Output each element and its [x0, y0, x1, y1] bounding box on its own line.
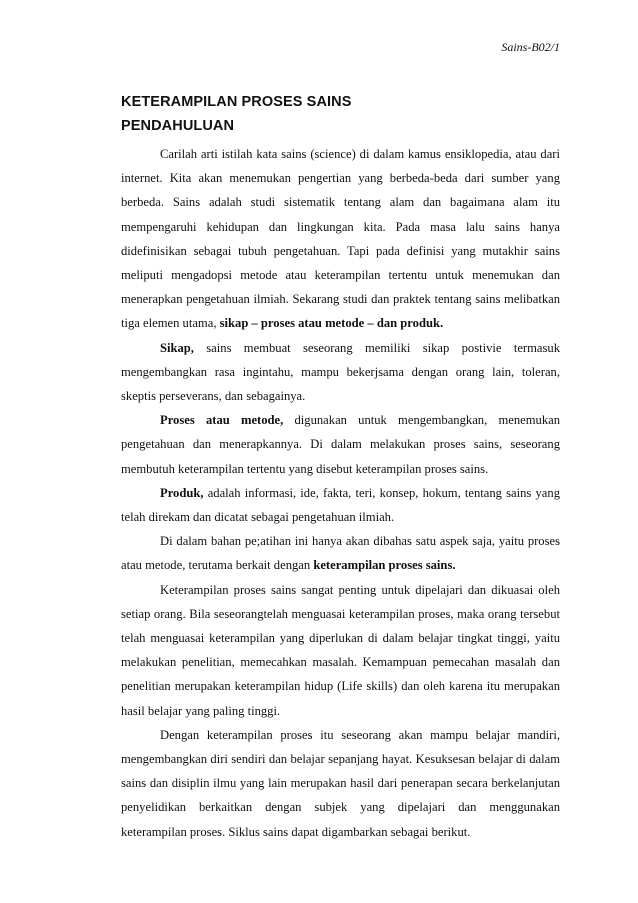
paragraph-proses: [121, 408, 560, 481]
paragraph-importance: [121, 578, 560, 723]
paragraph-text: digunakan untuk mengembangkan, menemukan pengetahuan dan menerapkannya. Di dalam melakukan proses sains, seseorang membutuh keterampilan tertentu yang disebut keterampilan proses sains.: [121, 413, 560, 476]
paragraph-text: Carilah arti istilah kata sains (science) di dalam kamus ensiklopedia, atau dari internet. Kita akan menemukan pengertian yang berbeda-beda dari sumber yang berbeda. Sains adalah studi sistematik tentang alam dan bagaimana alam itu mempengaruhi kehidupan dan lingkungan kita. Pada masa lalu sains hanya didefinisikan sebagai tubuh pengetahuan. Tapi pada definisi yang mutakhir sains meliputi mengadopsi metode atau keterampilan tertentu untuk menemukan dan menerapkan pengetahuan ilmiah. Sekarang studi dan praktek tentang sains melibatkan tiga elemen utama,: [121, 147, 560, 331]
paragraph-text: Dengan keterampilan proses itu seseorang akan mampu belajar mandiri, mengembangkan diri sendiri dan belajar sepanjang hayat. Kesuksesan belajar di dalam sains dan disiplin ilmu yang lain merupakan hasil dari penerapan secara berkelanjutan penyelidikan berkaitkan dengan subjek yang dipelajari dan menggunakan keterampilan proses. Siklus sains dapat digambarkan sebagai berikut.: [121, 727, 560, 839]
paragraph-sikap: [121, 336, 560, 409]
section-heading: PENDAHULUAN: [121, 118, 235, 134]
paragraph-text: Di dalam bahan pe;atihan ini hanya akan dibahas satu aspek saja, yaitu proses atau metode, terutama berkait dengan: [121, 534, 560, 573]
paragraph-term: Sikap,: [160, 340, 194, 355]
paragraph-scope: [121, 529, 560, 577]
paragraph-text: adalah informasi, ide, fakta, teri, konsep, hokum, tentang sains yang telah direkam dan dicatat sebagai pengetahuan ilmiah.: [121, 485, 560, 525]
paragraph-term: Produk,: [160, 485, 204, 500]
paragraph-text: Keterampilan proses sains sangat penting untuk dipelajari dan dikuasai oleh setiap orang. Bila seseorangtelah menguasai keterampilan proses, maka orang tersebut telah menguasai keterampilan yang diperlukan di dalam belajar tingkat tinggi, yaitu melakukan penelitian, memecahkan masalah. Kemampuan pemecahan masalah dan penelitian merupakan keterampilan hidup (Life skills) dan oleh karena itu merupakan hasil belajar yang paling tinggi.: [121, 582, 560, 718]
document-title: KETERAMPILAN PROSES SAINS: [121, 94, 352, 110]
paragraph-intro: [121, 142, 560, 336]
document-body: [121, 142, 560, 844]
page-header-code: Sains-B02/1: [501, 40, 560, 54]
paragraph-text: sains membuat seseorang memiliki sikap postivie termasuk mengembangkan rasa ingintahu, mampu bekerjsama dengan orang lain, toleran, skeptis perseverans, dan sebagainya.: [121, 340, 560, 404]
paragraph-emphasis: keterampilan proses sains.: [313, 558, 456, 573]
paragraph-emphasis: sikap – proses atau metode – dan produk.: [219, 316, 444, 331]
paragraph-produk: [121, 481, 560, 529]
paragraph-benefits: [121, 723, 560, 844]
paragraph-term: Proses atau metode,: [160, 413, 284, 428]
